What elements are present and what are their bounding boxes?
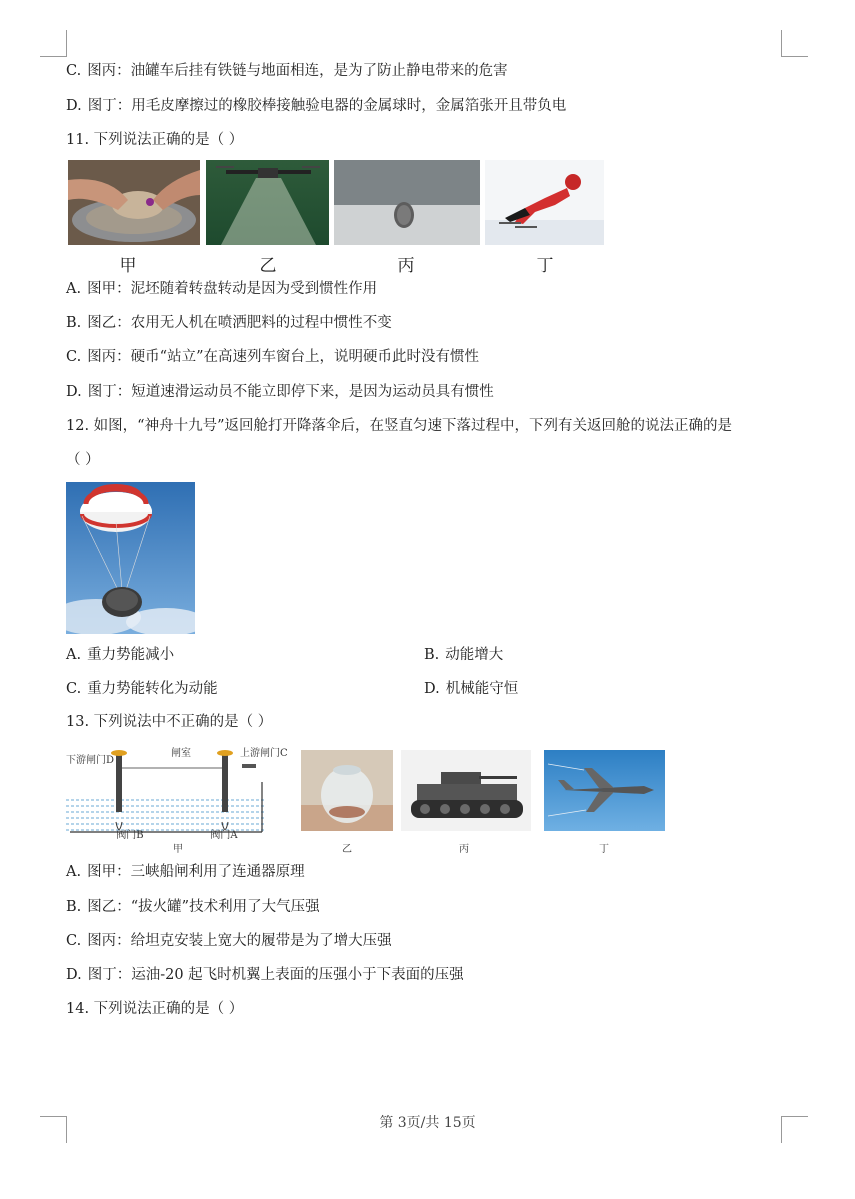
option-text: 图丙：给坦克安装上宽大的履带是为了增大压强	[87, 933, 392, 949]
option-text: 机械能守恒	[445, 681, 519, 697]
option-text: 图丁：用毛皮摩擦过的橡胶棒接触验电器的金属球时，金属箔张开且带负电	[87, 98, 567, 114]
question-13: 13. 下列说法中不正确的是（ ）	[66, 714, 273, 730]
q13-option-b	[66, 897, 320, 917]
option-label: D.	[66, 967, 82, 983]
q11-option-c	[66, 347, 479, 367]
question-11: 11. 下列说法正确的是（ ）	[66, 132, 244, 148]
q12-option-b	[424, 645, 503, 665]
corner-mark-top-left	[40, 30, 67, 57]
option-text: 图丁：短道速滑运动员不能立即停下来，是因为运动员具有惯性	[87, 384, 494, 400]
q11-option-b	[66, 313, 392, 333]
caption-13-jia: 甲	[173, 844, 183, 855]
option-label: D.	[424, 681, 440, 697]
option-label: D.	[66, 98, 82, 114]
option-label: C.	[66, 933, 82, 949]
caption-ding: 丁	[536, 256, 554, 276]
option-label: C.	[66, 349, 82, 365]
lock-label-downstream-gate: 下游闸门D	[66, 755, 115, 766]
tank-image	[401, 750, 531, 831]
q13-option-d	[66, 965, 464, 985]
question-12: 12. 如图，“神舟十九号”返回舱打开降落伞后，在竖直匀速下落过程中，下列有关返回舱的说法正确的是	[66, 418, 732, 434]
page-number-footer: 第 3页/共 15页	[379, 1115, 476, 1131]
option-label: B.	[66, 899, 82, 915]
option-text: 图丙：油罐车后挂有铁链与地面相连，是为了防止静电带来的危害	[87, 63, 508, 79]
option-label: A.	[66, 647, 82, 663]
q12-option-d	[424, 679, 518, 699]
cupping-jar-image	[301, 750, 393, 831]
option-label: C.	[66, 63, 82, 79]
lock-label-upstream-gate: 上游闸门C	[240, 748, 288, 759]
option-text: 重力势能减小	[87, 647, 175, 663]
coin-on-windowsill-image	[334, 160, 480, 245]
q10-option-c	[66, 61, 508, 81]
capsule-parachute-image	[66, 482, 195, 634]
option-text: 图甲：泥坯随着转盘转动是因为受到惯性作用	[87, 281, 378, 297]
option-text: 重力势能转化为动能	[87, 681, 218, 697]
q10-option-d	[66, 96, 566, 116]
q11-option-d	[66, 382, 494, 402]
caption-13-ding: 丁	[599, 844, 609, 855]
option-label: A.	[66, 281, 82, 297]
option-text: 图丁：运油-20 起飞时机翼上表面的压强小于下表面的压强	[87, 967, 464, 983]
option-label: A.	[66, 864, 82, 880]
q13-option-a	[66, 862, 305, 882]
option-text: 图丙：硬币“站立”在高速列车窗台上，说明硬币此时没有惯性	[87, 349, 480, 365]
aircraft-refueling-image	[544, 750, 665, 831]
option-label: B.	[66, 315, 82, 331]
q13-option-c	[66, 931, 392, 951]
corner-mark-top-right	[781, 30, 808, 57]
question-12-bracket: （ ）	[66, 452, 100, 468]
option-text: 图乙：“拔火罐”技术利用了大气压强	[87, 899, 320, 915]
option-label: D.	[66, 384, 82, 400]
option-text: 动能增大	[445, 647, 504, 663]
q11-option-a	[66, 279, 377, 299]
caption-yi: 乙	[259, 256, 277, 276]
caption-13-bing: 丙	[459, 844, 469, 855]
option-label: C.	[66, 681, 82, 697]
speed-skater-image	[485, 160, 604, 245]
caption-13-yi: 乙	[342, 844, 352, 855]
q12-option-c	[66, 679, 218, 699]
option-text: 图乙：农用无人机在喷洒肥料的过程中惯性不变	[87, 315, 392, 331]
drone-spraying-image	[206, 160, 329, 245]
option-text: 图甲：三峡船闸利用了连通器原理	[87, 864, 305, 880]
caption-jia: 甲	[119, 256, 137, 276]
question-14: 14. 下列说法正确的是（ ）	[66, 1001, 244, 1017]
pottery-wheel-image	[68, 160, 200, 245]
lock-label-valve-a: 阀门A	[210, 830, 238, 841]
lock-label-valve-b: 阀门B	[116, 830, 144, 841]
caption-bing: 丙	[397, 256, 415, 276]
lock-label-chamber: 闸室	[171, 748, 191, 759]
option-label: B.	[424, 647, 440, 663]
q12-option-a	[66, 645, 174, 665]
